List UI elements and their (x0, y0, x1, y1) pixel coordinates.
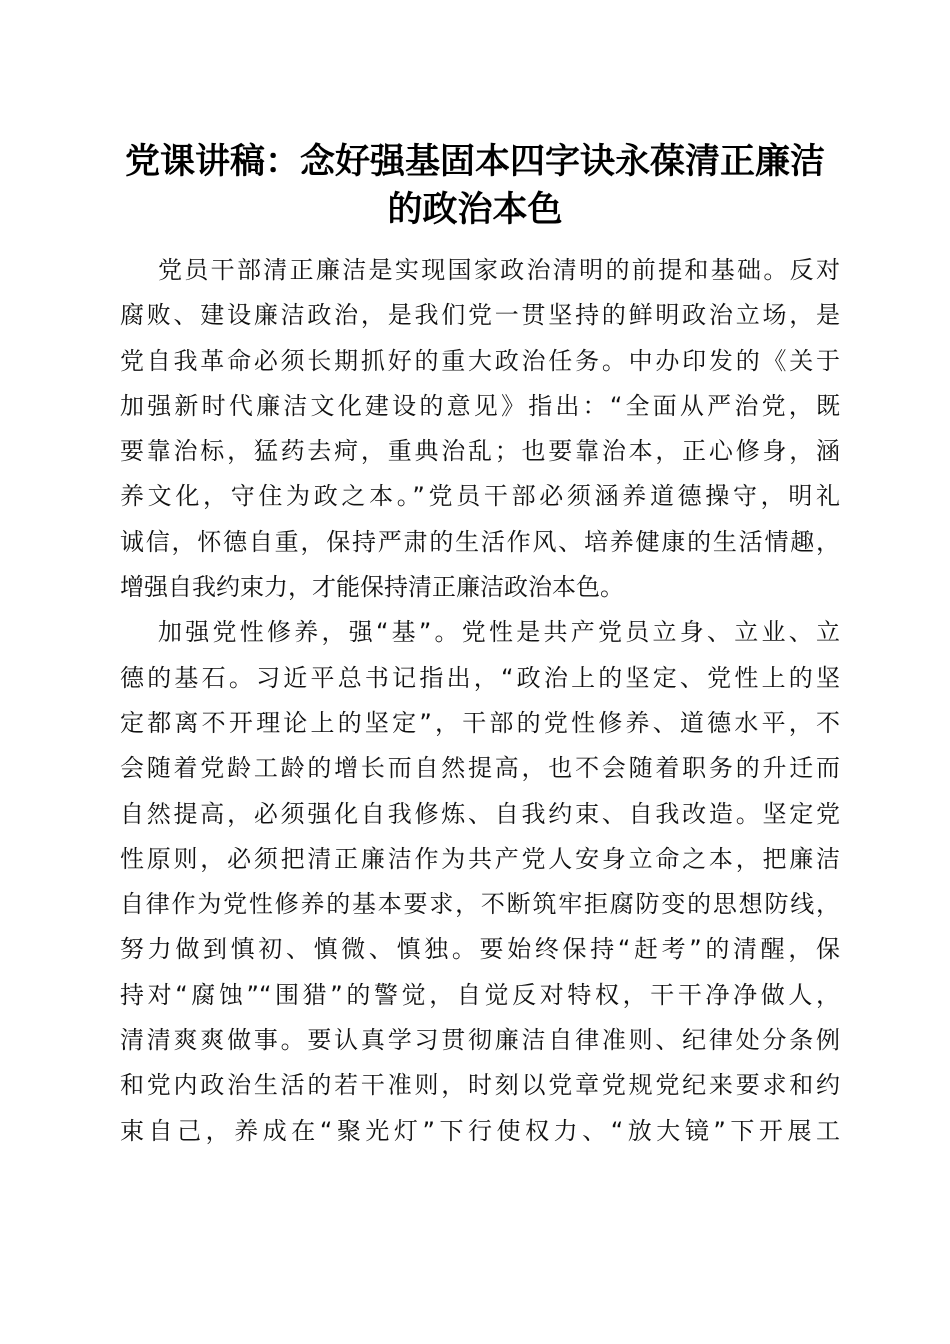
paragraph-2 (120, 610, 840, 1154)
paragraph-line: 党员干部清正廉洁是实现国家政治清明的前提和基础。反对 (158, 256, 840, 284)
paragraph-line: 要靠治标，猛药去疴，重典治乱；也要靠治本，正心修身，涵 (120, 437, 840, 466)
document-body (120, 248, 840, 1154)
paragraph-line: 自然提高，必须强化自我修炼、自我约束、自我改造。坚定党 (120, 799, 840, 828)
paragraph-line: 腐败、建设廉洁政治，是我们党一贯坚持的鲜明政治立场，是 (120, 301, 840, 330)
paragraph-line: 加强新时代廉洁文化建设的意见》指出：“全面从严治党，既 (120, 391, 840, 420)
paragraph-1 (120, 248, 840, 610)
paragraph-line: 自律作为党性修养的基本要求，不断筑牢拒腐防变的思想防线， (120, 890, 840, 919)
paragraph-line: 和党内政治生活的若干准则，时刻以党章党规党纪来要求和约 (120, 1071, 840, 1100)
paragraph-line: 清清爽爽做事。要认真学习贯彻廉洁自律准则、纪律处分条例 (120, 1026, 840, 1055)
paragraph-line: 会随着党龄工龄的增长而自然提高，也不会随着职务的升迁而 (120, 754, 840, 783)
paragraph-line: 诚信，怀德自重，保持严肃的生活作风、培养健康的生活情趣， (120, 527, 840, 556)
paragraph-line: 持对“腐蚀”“围猎”的警觉，自觉反对特权，干干净净做人， (120, 980, 840, 1009)
document-title (100, 138, 850, 234)
title-line-1: 党课讲稿：念好强基固本四字诀永葆清正廉洁 (124, 141, 825, 182)
paragraph-line: 性原则，必须把清正廉洁作为共产党人安身立命之本，把廉洁 (120, 844, 840, 873)
paragraph-line: 加强党性修养，强“基”。党性是共产党员立身、立业、立 (158, 618, 840, 647)
paragraph-line: 养文化，守住为政之本。”党员干部必须涵养道德操守，明礼 (120, 482, 840, 511)
paragraph-line: 党自我革命必须长期抓好的重大政治任务。中办印发的《关于 (120, 346, 840, 375)
paragraph-line: 努力做到慎初、慎微、慎独。要始终保持“赶考”的清醒，保 (120, 935, 840, 964)
title-line-2: 的政治本色 (387, 189, 563, 230)
paragraph-line: 德的基石。习近平总书记指出，“政治上的坚定、党性上的坚 (120, 663, 840, 692)
paragraph-line: 束自己，养成在“聚光灯”下行使权力、“放大镜”下开展工 (120, 1116, 840, 1145)
paragraph-line: 增强自我约束力，才能保持清正廉洁政治本色。 (120, 573, 624, 602)
paragraph-line: 定都离不开理论上的坚定”，干部的党性修养、道德水平，不 (120, 708, 840, 737)
